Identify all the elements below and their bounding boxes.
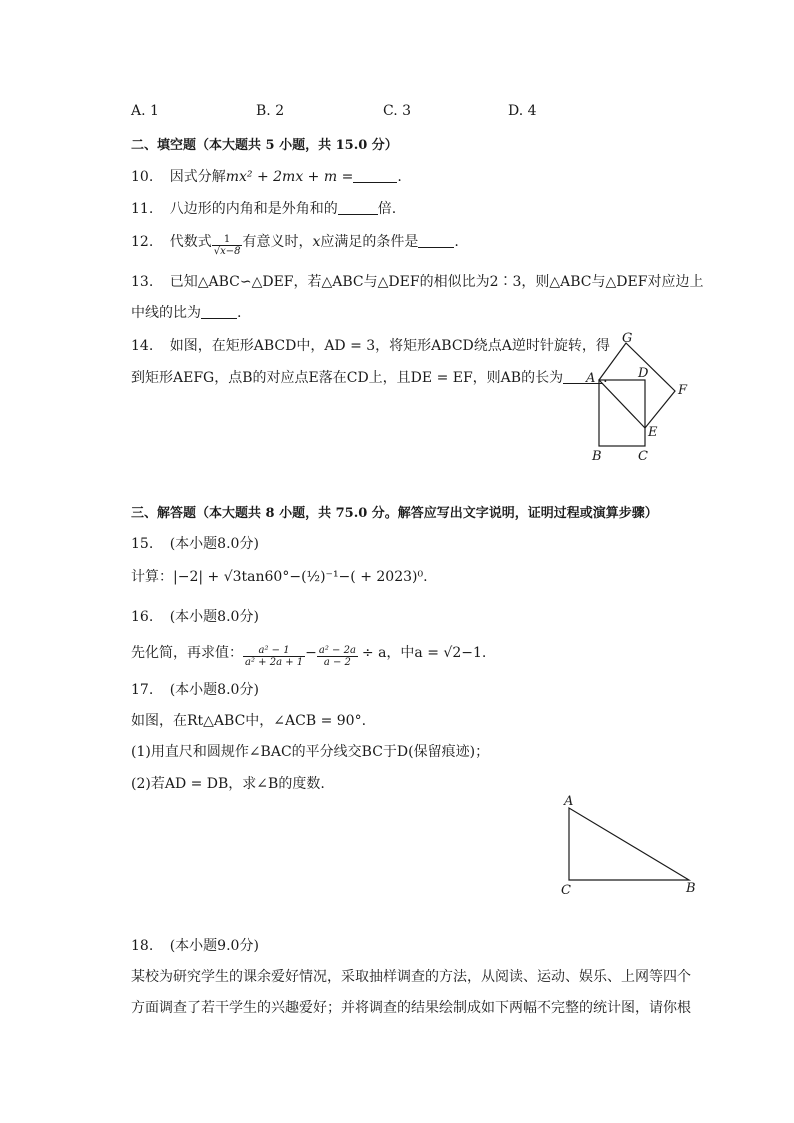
question-text-2: 有意义时， [242,234,313,250]
question-number: 16. [131,609,154,625]
question-end: . [603,370,608,386]
question-17-header [131,679,259,699]
figure-right-triangle [555,792,705,900]
question-line-2: 到矩形AEFG，点B的对应点E落在CD上，且DE = EF，则AB的长为 [131,370,564,386]
label-d: D [638,366,649,381]
question-18-header [131,935,259,955]
option-d: D. 4 [508,103,537,119]
fraction-denominator: √x−8 [213,246,241,257]
question-12 [131,231,459,257]
question-number: 10. [131,169,154,185]
label-b: B [686,881,696,896]
label-f: F [678,383,688,398]
question-13 [131,271,703,291]
rectangle-aefg [599,343,675,428]
question-line-1: 如图，在矩形ABCD中，AD = 3，将矩形ABCD绕点A逆时针旋转，得 [169,338,610,354]
question-text: 因式分解 [169,169,226,185]
question-text: 八边形的内角和是外角和的 [169,201,338,217]
fraction-2 [317,645,358,668]
question-14 [131,335,610,355]
question-11 [131,198,396,218]
question-15-text: 计算：|−2| + √3tan60°−(½)⁻¹−( + 2023)⁰. [131,569,428,585]
question-16-header [131,606,259,626]
question-text: 代数式 [169,234,212,250]
question-score: (本小题8.0分) [169,682,259,698]
question-number: 18. [131,938,154,954]
fraction-denominator: a² + 2a + 1 [245,657,304,668]
label-b: B [592,449,602,464]
question-number: 12. [131,234,154,250]
label-e: E [648,425,658,440]
variable: x [312,234,321,250]
question-10 [131,166,402,186]
answer-blank [201,304,237,319]
question-end: . [454,234,459,250]
question-15-header [131,533,259,553]
option-c: C. 3 [383,103,412,119]
question-number: 15. [131,536,154,552]
label-c: C [561,883,571,898]
question-17-line-3: (2)若AD = DB，求∠B的度数. [131,776,325,792]
label-a: A [586,371,596,386]
question-score: (本小题8.0分) [169,609,259,625]
label-g: G [622,331,633,346]
question-score: (本小题9.0分) [169,938,259,954]
question-number: 17. [131,682,154,698]
question-number: 11. [131,201,154,217]
label-c: C [638,449,648,464]
question-13-cont [131,302,241,322]
question-17-line-2: (1)用直尺和圆规作∠BAC的平分线交BC于D(保留痕迹)； [131,744,490,760]
question-18-line-1: 某校为研究学生的课余爱好情况，采取抽样调查的方法，从阅读、运动、娱乐、上网等四个 [131,969,691,985]
option-a: A. 1 [131,103,159,119]
answer-blank [418,233,454,248]
fraction [212,234,243,257]
minus-sign: − [305,645,317,661]
option-b: B. 2 [256,103,285,119]
question-end: . [397,169,402,185]
answer-blank [338,200,378,215]
question-end: 倍. [377,201,397,217]
section-title-solve: 三、解答题（本大题共 8 小题，共 75.0 分。解答应写出文字说明，证明过程或演算步骤） [131,506,658,521]
question-text-3: 应满足的条件是 [320,234,419,250]
question-line-1: 已知△ABC∽△DEF，若△ABC与△DEF的相似比为2∶3，则△ABC与△DEF对应边上 [169,274,704,290]
triangle-abc [569,808,689,880]
question-14-cont [131,367,608,387]
question-line-2: 中线的比为 [131,305,201,321]
section-title-fill-in: 二、填空题（本大题共 5 小题，共 15.0 分） [131,138,398,153]
question-number: 14. [131,338,154,354]
rectangle-abcd [599,380,645,446]
question-16-text [131,642,486,668]
question-text-2: ÷ a，中a = √2−1. [361,645,487,661]
question-number: 13. [131,274,154,290]
label-a: A [564,794,574,809]
question-text: 先化简，再求值： [131,645,243,661]
figure-rectangle-rotation [580,328,700,468]
question-17-line-1: 如图，在Rt△ABC中，∠ACB = 90°. [131,713,367,729]
question-end: . [237,305,242,321]
question-expression: mx² + 2mx + m = [225,169,354,185]
fraction-numerator: a² − 2a [318,645,356,656]
fraction-numerator: a² − 1 [243,645,305,657]
question-score: (本小题8.0分) [169,536,259,552]
question-18-line-2: 方面调查了若干学生的兴趣爱好；并将调查的结果绘制成如下两幅不完整的统计图，请你根 [131,1000,691,1016]
answer-blank [353,168,397,183]
fraction-numerator: 1 [212,234,243,246]
fraction-1 [243,645,305,668]
fraction-denominator: a − 2 [323,657,351,668]
